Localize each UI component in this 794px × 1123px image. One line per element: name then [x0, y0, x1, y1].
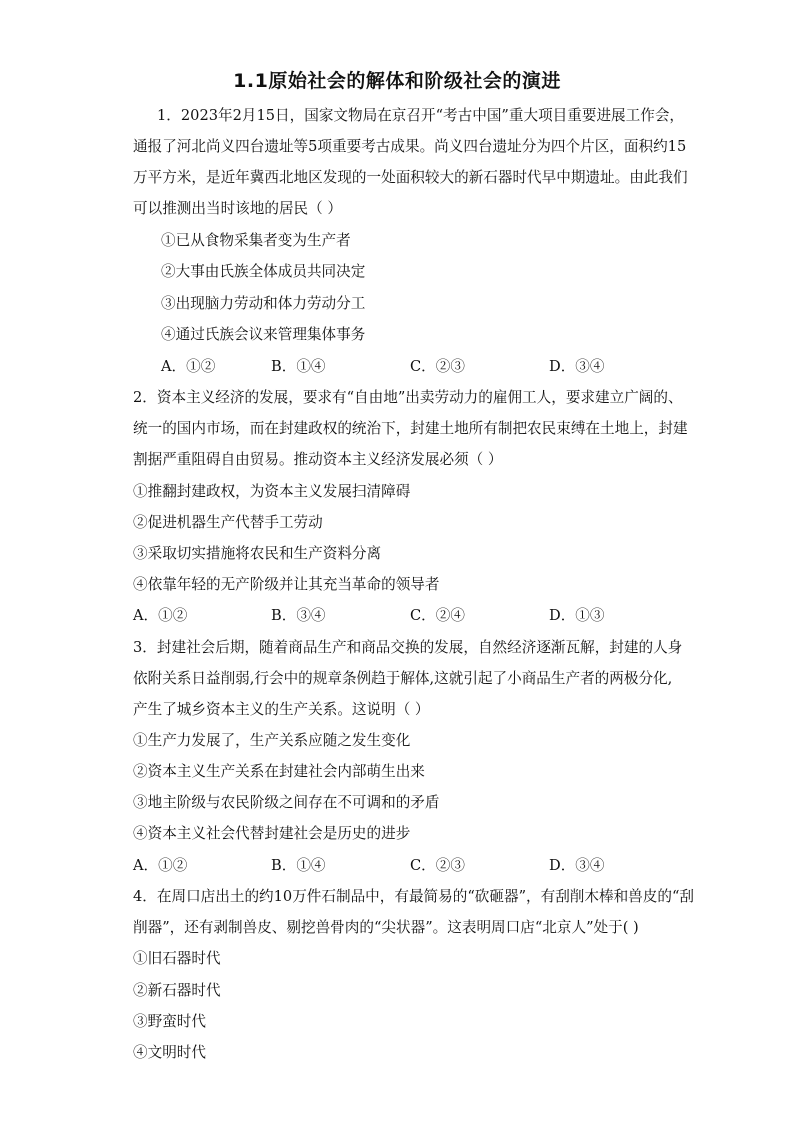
question-1-line-3: 万平方米，是近年冀西北地区发现的一处面积较大的新石器时代早中期遗址。由此我们 [133, 169, 688, 186]
choice-c: C．②③ [410, 857, 465, 874]
choice-b: B．①④ [271, 358, 326, 375]
question-4-item-3: ③野蛮时代 [133, 1013, 206, 1030]
choice-b: B．③④ [271, 607, 326, 624]
question-2-item-1: ①推翻封建政权，为资本主义发展扫清障碍 [133, 483, 411, 500]
question-4-line-2: 削器”，还有剥制兽皮、剔挖兽骨肉的“尖状器”。这表明周口店“北京人”处于( ) [133, 919, 639, 936]
question-1-item-4: ④通过氏族会议来管理集体事务 [161, 326, 366, 343]
choice-d: D．①③ [549, 607, 605, 624]
choice-a: A．①② [133, 607, 188, 624]
question-2-item-3: ③采取切实措施将农民和生产资料分离 [133, 545, 382, 562]
question-1-item-3: ③出现脑力劳动和体力劳动分工 [161, 295, 366, 312]
choice-b: B．①④ [271, 857, 326, 874]
question-1-item-1: ①已从食物采集者变为生产者 [161, 232, 351, 249]
question-3-item-4: ④资本主义社会代替封建社会是历史的进步 [133, 825, 411, 842]
choice-d: D．③④ [549, 358, 605, 375]
question-3-line-2: 依附关系日益削弱,行会中的规章条例趋于解体,这就引起了小商品生产者的两极分化, [133, 670, 673, 687]
question-3-line-1: 3．封建社会后期，随着商品生产和商品交换的发展，自然经济逐渐瓦解，封建的人身 [133, 639, 683, 656]
question-3-item-1: ①生产力发展了，生产关系应随之发生变化 [133, 732, 411, 749]
question-4-item-1: ①旧石器时代 [133, 950, 221, 967]
question-1-item-2: ②大事由氏族全体成员共同决定 [161, 263, 366, 280]
question-4-item-2: ②新石器时代 [133, 982, 221, 999]
choice-c: C．②③ [410, 358, 465, 375]
question-1-line-1: 1．2023年2月15日，国家文物局在京召开“考古中国”重大项目重要进展工作会， [157, 107, 685, 124]
choice-c: C．②④ [410, 607, 465, 624]
question-2-line-2: 统一的国内市场，而在封建政权的统治下，封建土地所有制把农民束缚在土地上，封建 [133, 420, 688, 437]
question-2-item-4: ④依靠年轻的无产阶级并让其充当革命的领导者 [133, 576, 440, 593]
question-2-line-3: 割据严重阻碍自由贸易。推动资本主义经济发展必须（ ） [133, 451, 503, 468]
page-title: 1.1原始社会的解体和阶级社会的演进 [233, 70, 561, 92]
question-2-line-1: 2．资本主义经济的发展，要求有“自由地”出卖劳动力的雇佣工人，要求建立广阔的、 [133, 389, 683, 406]
question-3-item-2: ②资本主义生产关系在封建社会内部萌生出来 [133, 763, 425, 780]
question-1-line-2: 通报了河北尚义四台遗址等5项重要考古成果。尚义四台遗址分为四个片区，面积约15 [133, 138, 687, 155]
choice-a: A．①② [133, 857, 188, 874]
choice-d: D．③④ [549, 857, 605, 874]
question-1-line-4: 可以推测出当时该地的居民（ ） [133, 200, 342, 217]
question-3-line-3: 产生了城乡资本主义的生产关系。这说明（ ） [133, 701, 430, 718]
question-4-line-1: 4．在周口店出土的约10万件石制品中，有最简易的“砍砸器”，有刮削木棒和兽皮的“刮 [133, 888, 695, 905]
choice-a: A．①② [161, 358, 216, 375]
question-3-item-3: ③地主阶级与农民阶级之间存在不可调和的矛盾 [133, 794, 440, 811]
question-2-item-2: ②促进机器生产代替手工劳动 [133, 514, 323, 531]
question-4-item-4: ④文明时代 [133, 1044, 206, 1061]
